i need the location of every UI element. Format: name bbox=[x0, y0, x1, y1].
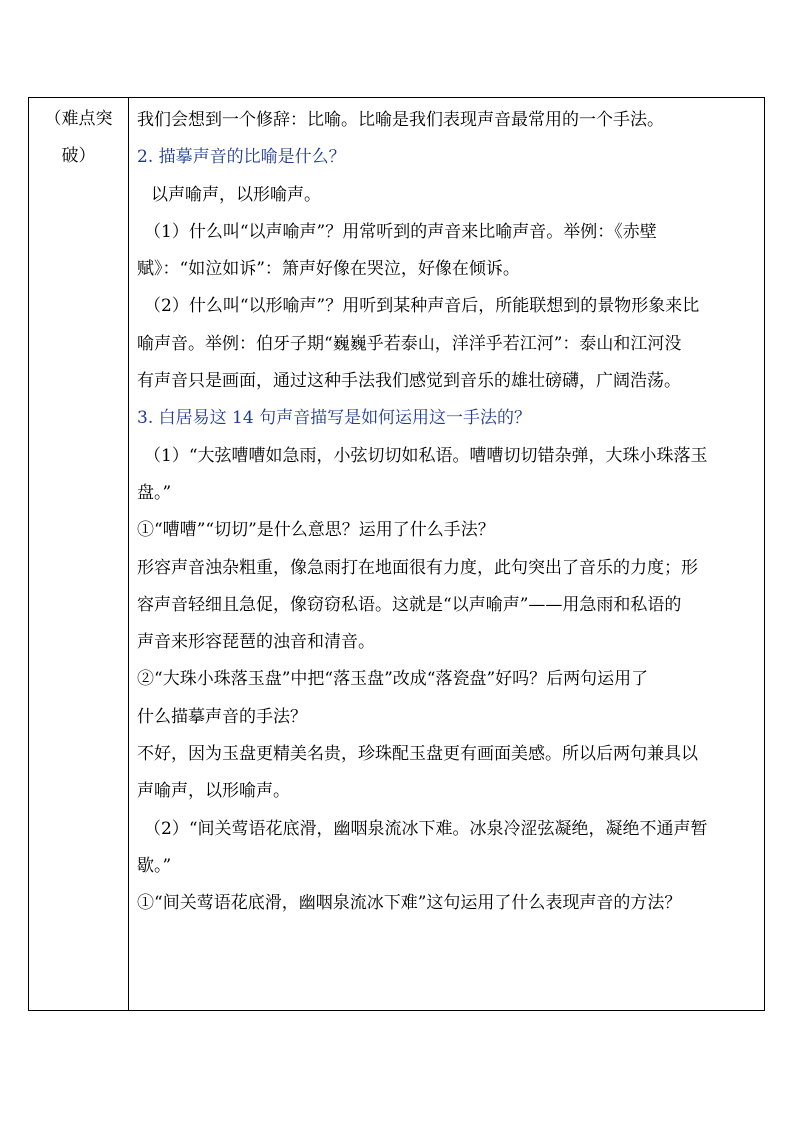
content-line: 我们会想到一个修辞：比喻。比喻是我们表现声音最常用的一个手法。 bbox=[137, 110, 664, 130]
content-line: （2）“间关莺语花底滑，幽咽泉流冰下难。冰泉冷涩弦凝绝，凝绝不通声暂 bbox=[144, 818, 708, 839]
content-line: 以声喻声，以形喻声。 bbox=[151, 184, 321, 205]
section-label-line-2: 破） bbox=[61, 146, 96, 166]
content-line: 什么描摹声音的手法？ bbox=[137, 706, 307, 727]
content-cell bbox=[129, 98, 764, 1010]
content-line: 声音来形容琵琶的浊音和清音。 bbox=[137, 632, 375, 653]
lesson-table bbox=[28, 97, 765, 1011]
content-line: （2）什么叫“以形喻声”？用听到某种声音后，所能联想到的景物形象来比 bbox=[144, 296, 700, 317]
content-line: ①“间关莺语花底滑，幽咽泉流冰下难”这句运用了什么表现声音的方法？ bbox=[137, 893, 682, 914]
content-line: ①“嘈嘈”“切切”是什么意思？运用了什么手法？ bbox=[137, 520, 495, 541]
content-line: 喻声音。举例：伯牙子期“巍巍乎若泰山，洋洋乎若江河”：泰山和江河没 bbox=[137, 333, 682, 354]
section-label-cell bbox=[29, 98, 129, 1010]
content-line: 声喻声，以形喻声。 bbox=[137, 781, 290, 802]
section-label-line-1: （难点突 bbox=[44, 109, 113, 129]
content-line: （1）什么叫“以声喻声”？用常听到的声音来比喻声音。举例：《赤壁 bbox=[144, 221, 657, 242]
content-line: （1）“大弦嘈嘈如急雨，小弦切切如私语。嘈嘈切切错杂弹，大珠小珠落玉 bbox=[144, 445, 708, 466]
question-heading: 3. 白居易这 14 句声音描写是如何运用这一手法的？ bbox=[137, 408, 532, 429]
content-line: 有声音只是画面，通过这种手法我们感觉到音乐的雄壮磅礴，广阔浩荡。 bbox=[137, 371, 681, 392]
content-line: 容声音轻细且急促，像窃窃私语。这就是“以声喻声”——用急雨和私语的 bbox=[137, 594, 682, 615]
content-line: ②“大珠小珠落玉盘”中把“落玉盘”改成“落瓷盘”好吗？后两句运用了 bbox=[137, 669, 649, 690]
content-line: 赋》：“如泣如诉”：箫声好像在哭泣，好像在倾诉。 bbox=[137, 259, 520, 280]
question-heading: 2. 描摹声音的比喻是什么？ bbox=[137, 147, 346, 168]
content-line: 形容声音浊杂粗重，像急雨打在地面很有力度，此句突出了音乐的力度；形 bbox=[137, 557, 698, 578]
content-line: 盘。” bbox=[137, 482, 172, 503]
content-line: 不好，因为玉盘更精美名贵，珍珠配玉盘更有画面美感。所以后两句兼具以 bbox=[137, 744, 698, 765]
content-line: 歇。” bbox=[137, 855, 172, 876]
